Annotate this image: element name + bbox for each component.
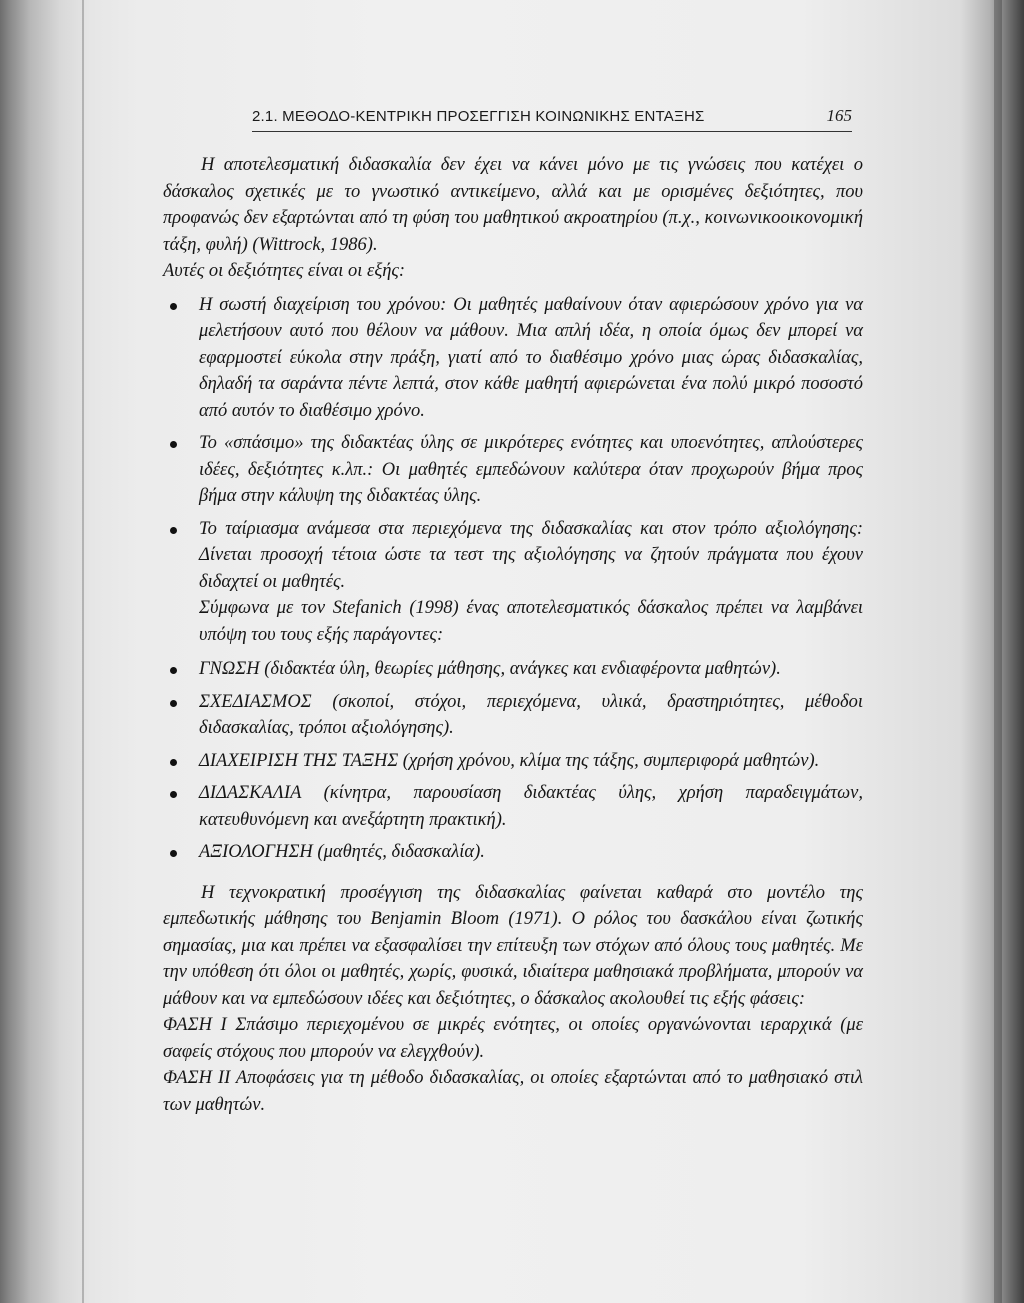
page-gutter-shadow bbox=[82, 0, 84, 1303]
chapter-section-title: 2.1. ΜΕΘΟΔΟ-ΚΕΝΤΡΙΚΗ ΠΡΟΣΕΓΓΙΣΗ ΚΟΙΝΩΝΙΚΗΣ ΕΝΤΑΞΗΣ bbox=[252, 108, 705, 125]
factor-text: ΓΝΩΣΗ (διδακτέα ύλη, θεωρίες μάθησης, ανάγκες και ενδιαφέροντα μαθητών). bbox=[199, 659, 781, 679]
phase-two: ΦΑΣΗ ΙΙ Αποφάσεις για τη μέθοδο διδασκαλίας, οι οποίες εξαρτώνται από το μαθησιακό στιλ των μαθητών. bbox=[163, 1068, 863, 1115]
list-item bbox=[163, 839, 863, 866]
intro-paragraph: Η αποτελεσματική διδασκαλία δεν έχει να κάνει μόνο με τις γνώσεις που κατέχει ο δάσκαλος σχετικές με το γνωστικό αντικείμενο, αλλά και με ορισμένες δεξιότητες, που προφανώς δεν εξαρτώνται από τη φύση του μαθητικού ακροατηρίου (π.χ., κοινωνικοοικονομική τάξη, φυλή) (Wittrock, 1986). bbox=[163, 155, 863, 255]
factor-text: ΔΙΑΧΕΙΡΙΣΗ ΤΗΣ ΤΑΞΗΣ (χρήση χρόνου, κλίμα της τάξης, συμπεριφορά μαθητών). bbox=[199, 750, 820, 771]
running-header bbox=[252, 108, 852, 132]
factor-text: ΑΞΙΟΛΟΓΗΣΗ (μαθητές, διδασκαλία). bbox=[199, 842, 485, 862]
page-body bbox=[163, 152, 863, 1118]
factor-text: ΣΧΕΔΙΑΣΜΟΣ (σκοποί, στόχοι, περιεχόμενα, υλικά, δραστηριότητες, μέθοδοι διδασκαλίας, τρόποι αξιολόγησης). bbox=[199, 691, 863, 738]
factors-list bbox=[163, 656, 863, 866]
list-item bbox=[163, 292, 863, 425]
closing-paragraph: Η τεχνοκρατική προσέγγιση της διδασκαλίας φαίνεται καθαρά στο μοντέλο της εμπεδωτικής μάθησης του Benjamin Bloom (1971). Ο ρόλος του δασκάλου είναι ζωτικής σημασίας, μια και πρέπει να εξασφαλίσει την επίτευξη των στόχων από όλους τους μαθητές. Με την υπόθεση ότι όλοι οι μαθητές, χωρίς, φυσικά, ιδιαίτερα μαθησιακά προβλήματα, μπορούν να μάθουν και να εμπεδώσουν ιδέες και δεξιότητες, ο δάσκαλος ακολουθεί τις εξής φάσεις: bbox=[163, 882, 863, 1009]
skill-text: Το ταίριασμα ανάμεσα στα περιεχόμενα της διδασκαλίας και στον τρόπο αξιολόγησης: Δίνεται προσοχή τέτοια ώστε τα τεστ της αξιολόγησης να ζητούν πράγματα που έχουν διδαχτεί οι μαθητές. bbox=[199, 518, 863, 592]
list-item bbox=[163, 748, 863, 775]
list-item bbox=[163, 430, 863, 510]
skills-lead-sentence: Αυτές οι δεξιότητες είναι οι εξής: bbox=[163, 261, 406, 281]
skill-text: Το «σπάσιμο» της διδακτέας ύλης σε μικρότερες ενότητες και υποενότητες, απλούστερες ιδέες, δεξιότητες κ.λπ.: Οι μαθητές εμπεδώνουν καλύτερα όταν προχωρούν βήμα προς βήμα στην κάλυψη της διδακτέας ύλης. bbox=[199, 433, 863, 506]
header-rule bbox=[252, 131, 852, 132]
list-item bbox=[163, 780, 863, 833]
list-item bbox=[163, 656, 863, 683]
phase-one: ΦΑΣΗ Ι Σπάσιμο περιεχομένου σε μικρές ενότητες, οι οποίες οργανώνονται ιεραρχικά (με σαφείς στόχους που μπορούν να ελεγχθούν). bbox=[163, 1015, 863, 1062]
skill-text: Η σωστή διαχείριση του χρόνου: Οι μαθητές μαθαίνουν όταν αφιερώσουν χρόνο για να μελετήσουν αυτό που θέλουν να μάθουν. Μια απλή ιδέα, η οποία όμως δεν μπορεί να εφαρμοστεί εύκολα στην πράξη, γιατί από το διαθέσιμο χρόνο μιας ώρας διδασκαλίας, δηλαδή τα σαράντα πέντε λεπτά, στον κάθε μαθητή αφιερώνεται ένα πολύ μικρό ποσοστό από αυτόν το διαθέσιμο χρόνο. bbox=[199, 294, 863, 421]
list-item bbox=[163, 516, 863, 649]
list-item bbox=[163, 689, 863, 742]
page-edge-shadow bbox=[994, 0, 1002, 1303]
page-number: 165 bbox=[826, 106, 852, 125]
skills-list bbox=[163, 292, 863, 649]
stefanich-paragraph: Σύμφωνα με τον Stefanich (1998) ένας αποτελεσματικός δάσκαλος πρέπει να λαμβάνει υπόψη του τους εξής παράγοντες: bbox=[199, 598, 863, 645]
factor-text: ΔΙΔΑΣΚΑΛΙΑ (κίνητρα, παρουσίαση διδακτέας ύλης, χρήση παραδειγμάτων, κατευθυνόμενη και ανεξάρτητη πρακτική). bbox=[199, 783, 863, 830]
